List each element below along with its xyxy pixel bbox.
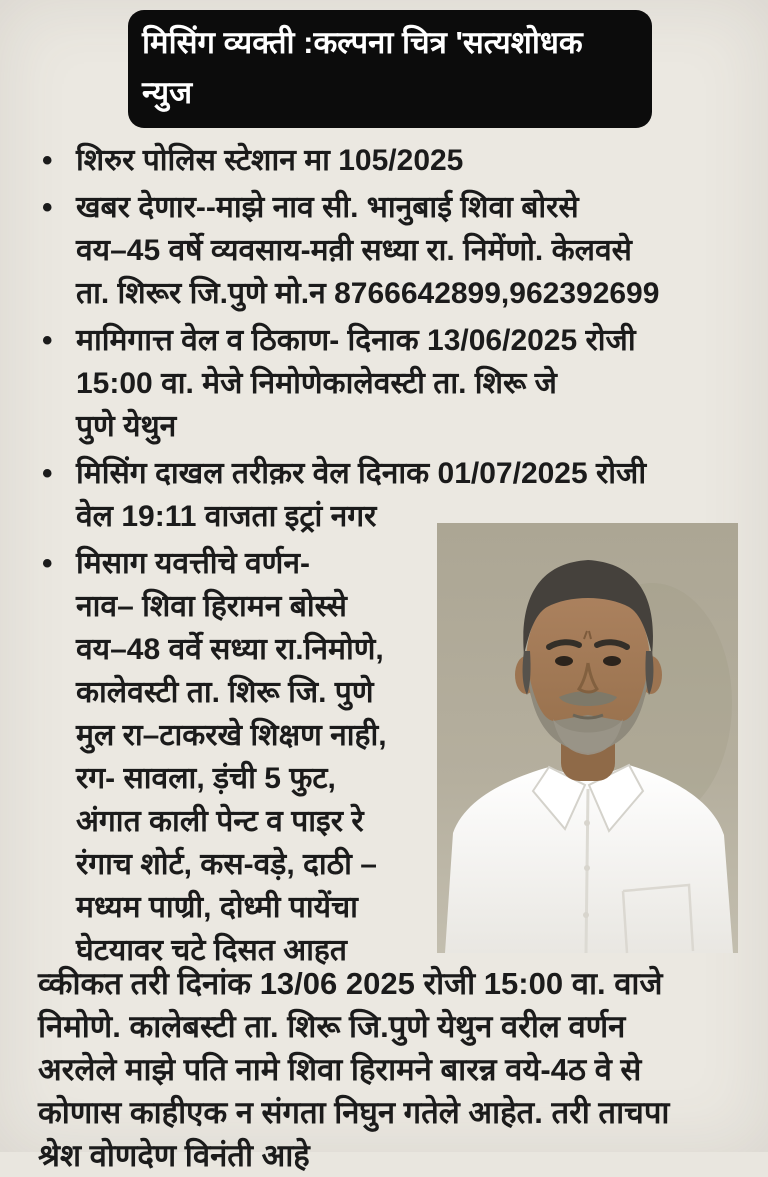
text-line: ता. शिरूर जि.पुणे मो.न 8766642899,962392699: [76, 277, 660, 310]
text-line: शिरुर पोलिस स्टेशान मा 105/2025: [76, 144, 464, 177]
header-banner: [128, 10, 652, 128]
text-line: मिसिंग दाखल तरीक़र वेल दिनाक 01/07/2025 रोजी: [76, 457, 647, 490]
missing-person-photo: [437, 523, 738, 953]
text-line: पुणे येथुन: [76, 410, 177, 443]
text-line: कालेवस्टी ता. शिरू जि. पुणे: [76, 676, 374, 709]
bullet-dot-icon: [42, 542, 76, 972]
bullet-text: [76, 319, 748, 448]
bullet-item-police-station: [42, 139, 748, 182]
text-line: वय–48 वर्वे सध्या रा.निमोणे,: [76, 633, 384, 666]
text-line: मामिगात्त वेल व ठिकाण- दिनाक 13/06/2025 रोजी: [76, 324, 636, 357]
shirt-button: [583, 912, 589, 918]
text-line: श्रेश वोणदेण विनंती आहे: [38, 1138, 310, 1173]
text-line: निमोणे. कालेबस्टी ता. शिरू जि.पुणे येथुन वरील वर्णन: [38, 1009, 626, 1044]
right-eye: [603, 656, 621, 666]
text-line: रंगाच शोर्ट, कस-वड़े, दाठी –: [76, 848, 377, 881]
text-line: मुल रा–टाकरखे शिक्षण नाही,: [76, 719, 387, 752]
text-line: खबर देणार--माझे नाव सी. भानुबाई शिवा बोरसे: [76, 191, 579, 224]
bullet-dot-icon: [42, 452, 76, 538]
footer-text: [38, 962, 758, 1177]
text-line: वेल 19:11 वाजता इट्रां नगर: [76, 500, 377, 533]
bullet-dot-icon: [42, 139, 76, 182]
bullet-item-reporter: [42, 186, 748, 315]
header-title-line1: मिसिंग व्यक्ती :कल्पना चित्र 'सत्यशोधक: [142, 25, 583, 60]
text-line: कोणास काहीएक न संगता निघुन गतेले आहेत. तरी ताचपा: [38, 1095, 670, 1130]
text-line: व्कीकत तरी दिनांक 13/06 2025 रोजी 15:00 वा. वाजे: [38, 966, 663, 1001]
text-line: अंगात काली पेन्ट व पाइर रे: [76, 805, 364, 838]
bullet-dot-icon: [42, 319, 76, 448]
shirt-button: [584, 820, 590, 826]
text-line: वय–45 वर्षे व्यवसाय-मव़ी सध्या रा. निमेंणो. केलवसे: [76, 234, 632, 267]
text-line: नाव– शिवा हिरामन बोस्से: [76, 590, 347, 623]
header-title-line2: न्युज: [142, 75, 193, 110]
text-line: मिसाग यवत्तीचे वर्णन-: [76, 547, 310, 580]
shirt-button: [584, 865, 590, 871]
text-line: 15:00 वा. मेजे निमोणेकालेवस्टी ता. शिरू जे: [76, 367, 557, 400]
text-line: घेटयावर चटे दिसत आहत: [76, 934, 347, 967]
text-line: अरलेले माझे पति नामे शिवा हिरामने बारन्न वये-4ठ वे से: [38, 1052, 642, 1087]
bullet-text: [76, 139, 748, 182]
left-eye: [555, 656, 573, 666]
bullet-text: [76, 186, 748, 315]
bullet-item-time-place: [42, 319, 748, 448]
bullet-dot-icon: [42, 186, 76, 315]
text-line: मध्यम पाण्री, दोध्मी पायेंचा: [76, 891, 358, 924]
text-line: रग- सावला, ड़ंची 5 फुट,: [76, 762, 336, 795]
